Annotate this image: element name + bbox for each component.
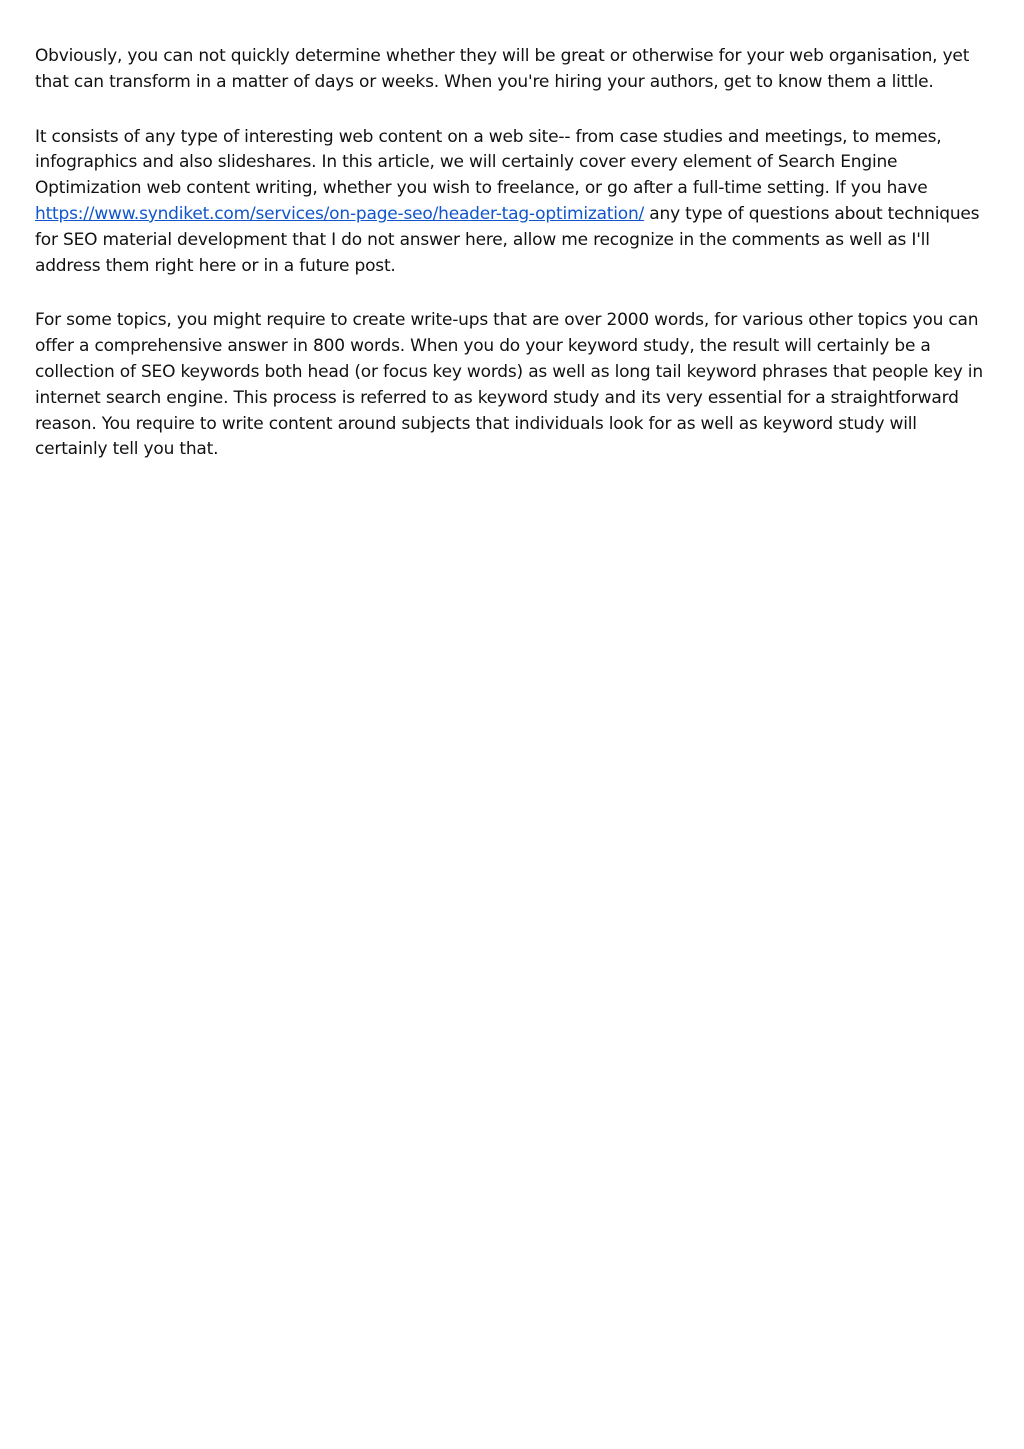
paragraph-2-text-after: any type of questions about techniques for SEO material development that I do not answer here, allow me recognize in the comments as well as I'll address them right here or in a future post. — [35, 203, 980, 276]
syndiket-header-tag-link[interactable]: https://www.syndiket.com/services/on-page-seo/header-tag-optimization/ — [35, 203, 645, 224]
paragraph-1: Obviously, you can not quickly determine whether they will be great or otherwise for your web organisation, yet that can transform in a matter of days or weeks. When you're hiring your authors, get to know them a little. — [35, 46, 970, 92]
paragraph-2-text-before: It consists of any type of interesting web content on a web site-- from case studies and meetings, to memes, infographics and also slideshares. In this article, we will certainly cover every element of Search Engine Optimization web content writing, whether you wish to freelance, or go after a full-time setting. If you have — [35, 126, 942, 199]
paragraph-2 — [35, 125, 990, 280]
paragraph-3: For some topics, you might require to create write-ups that are over 2000 words, for various other topics you can offer a comprehensive answer in 800 words. When you do your keyword study, the result will certainly be a collection of SEO keywords both head (or focus key words) as well as long tail keyword phrases that people key in internet search engine. This process is referred to as keyword study and its very essential for a straightforward reason. You require to write content around subjects that individuals look for as well as keyword study will certainly tell you that. — [35, 310, 983, 460]
document-page — [35, 44, 990, 492]
